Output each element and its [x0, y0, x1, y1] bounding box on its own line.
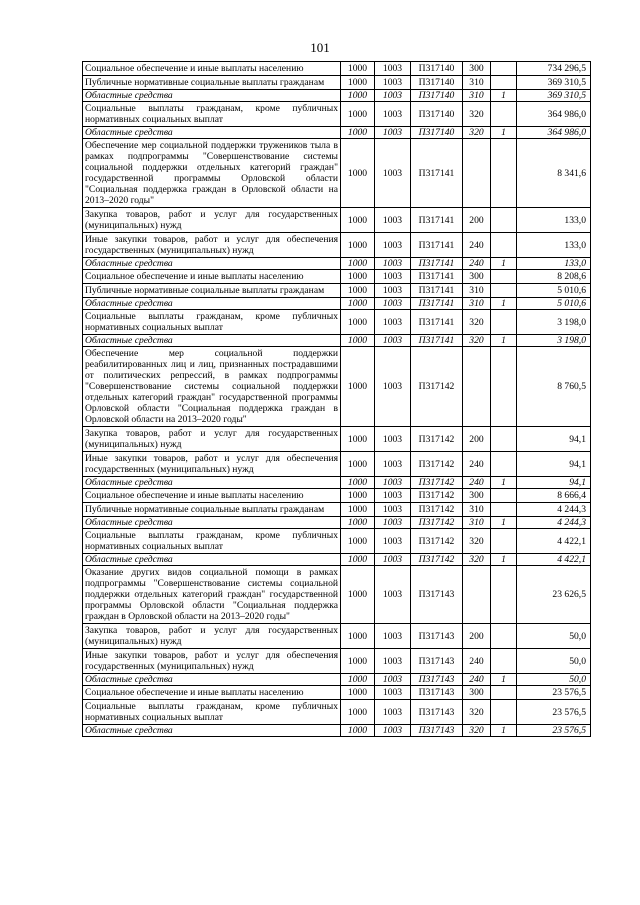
funding-source-cell	[491, 310, 517, 335]
expense-type-cell: 320	[463, 102, 491, 127]
target-article-cell: П317141	[411, 298, 463, 310]
subsection-code-cell: 1003	[375, 503, 411, 517]
section-code-cell: 1000	[341, 477, 375, 489]
target-article-cell: П317142	[411, 503, 463, 517]
subsection-code-cell: 1003	[375, 529, 411, 554]
amount-cell: 5 010,6	[517, 298, 591, 310]
section-code-cell: 1000	[341, 208, 375, 233]
row-name-cell: Оказание других видов социальной помощи в рамках подпрограммы "Совершенствование системы социальной поддержки отдельных категорий граждан" государственной программы Орловской области "Социальная поддержка граждан в Орловской области на 2013–2020 годы"	[83, 566, 341, 624]
amount-cell: 133,0	[517, 258, 591, 270]
funding-source-cell	[491, 347, 517, 427]
funding-source-cell	[491, 427, 517, 452]
amount-cell: 133,0	[517, 208, 591, 233]
amount-cell: 364 986,0	[517, 127, 591, 139]
amount-cell: 734 296,5	[517, 62, 591, 76]
target-article-cell: П317142	[411, 554, 463, 566]
expense-type-cell	[463, 347, 491, 427]
amount-cell: 369 310,5	[517, 90, 591, 102]
section-code-cell: 1000	[341, 233, 375, 258]
row-name-cell: Публичные нормативные социальные выплаты гражданам	[83, 76, 341, 90]
funding-source-cell: 1	[491, 477, 517, 489]
row-name-cell: Иные закупки товаров, работ и услуг для обеспечения государственных (муниципальных) нужд	[83, 233, 341, 258]
funding-source-cell	[491, 700, 517, 725]
section-code-cell: 1000	[341, 674, 375, 686]
row-name-cell: Социальное обеспечение и иные выплаты населению	[83, 270, 341, 284]
section-code-cell: 1000	[341, 489, 375, 503]
expense-type-cell: 200	[463, 427, 491, 452]
subsection-code-cell: 1003	[375, 554, 411, 566]
subsection-code-cell: 1003	[375, 649, 411, 674]
target-article-cell: П317141	[411, 270, 463, 284]
subsection-code-cell: 1003	[375, 258, 411, 270]
target-article-cell: П317143	[411, 700, 463, 725]
table-row	[83, 270, 591, 284]
row-name-cell: Обеспечение мер социальной поддержки реабилитированных лиц и лиц, признанных пострадавшими от политических репрессий, в рамках подпрограммы "Совершенствование системы социальной поддержки отдельных категорий граждан" государственной программы Орловской области "Социальная поддержка граждан в Орловской области на 2013–2020 годы"	[83, 347, 341, 427]
section-code-cell: 1000	[341, 624, 375, 649]
row-name-cell: Социальные выплаты гражданам, кроме публичных нормативных социальных выплат	[83, 529, 341, 554]
amount-cell: 23 626,5	[517, 566, 591, 624]
subsection-code-cell: 1003	[375, 347, 411, 427]
funding-source-cell	[491, 624, 517, 649]
target-article-cell: П317142	[411, 529, 463, 554]
section-code-cell: 1000	[341, 127, 375, 139]
target-article-cell: П317140	[411, 127, 463, 139]
row-name-cell: Публичные нормативные социальные выплаты гражданам	[83, 503, 341, 517]
section-code-cell: 1000	[341, 649, 375, 674]
expense-type-cell: 300	[463, 270, 491, 284]
amount-cell: 94,1	[517, 477, 591, 489]
section-code-cell: 1000	[341, 686, 375, 700]
target-article-cell: П317143	[411, 725, 463, 737]
expense-type-cell: 310	[463, 90, 491, 102]
amount-cell: 4 244,3	[517, 517, 591, 529]
subsection-code-cell: 1003	[375, 517, 411, 529]
section-code-cell: 1000	[341, 566, 375, 624]
row-name-cell: Социальное обеспечение и иные выплаты населению	[83, 62, 341, 76]
funding-source-cell	[491, 270, 517, 284]
expense-type-cell: 300	[463, 62, 491, 76]
section-code-cell: 1000	[341, 725, 375, 737]
table-row	[83, 503, 591, 517]
section-code-cell: 1000	[341, 452, 375, 477]
table-row	[83, 624, 591, 649]
section-code-cell: 1000	[341, 76, 375, 90]
expense-type-cell: 320	[463, 529, 491, 554]
funding-source-cell	[491, 566, 517, 624]
subsection-code-cell: 1003	[375, 298, 411, 310]
table-row	[83, 258, 591, 270]
row-name-cell: Иные закупки товаров, работ и услуг для обеспечения государственных (муниципальных) нужд	[83, 649, 341, 674]
table-row	[83, 62, 591, 76]
amount-cell: 50,0	[517, 674, 591, 686]
target-article-cell: П317143	[411, 674, 463, 686]
table-row	[83, 102, 591, 127]
target-article-cell: П317140	[411, 102, 463, 127]
section-code-cell: 1000	[341, 139, 375, 208]
target-article-cell: П317141	[411, 284, 463, 298]
table-row	[83, 310, 591, 335]
row-name-cell: Областные средства	[83, 725, 341, 737]
subsection-code-cell: 1003	[375, 284, 411, 298]
subsection-code-cell: 1003	[375, 139, 411, 208]
table-row	[83, 208, 591, 233]
funding-source-cell: 1	[491, 725, 517, 737]
funding-source-cell	[491, 76, 517, 90]
subsection-code-cell: 1003	[375, 208, 411, 233]
target-article-cell: П317142	[411, 427, 463, 452]
subsection-code-cell: 1003	[375, 700, 411, 725]
table-row	[83, 298, 591, 310]
amount-cell: 23 576,5	[517, 700, 591, 725]
table-row	[83, 347, 591, 427]
expense-type-cell	[463, 566, 491, 624]
target-article-cell: П317142	[411, 452, 463, 477]
subsection-code-cell: 1003	[375, 566, 411, 624]
target-article-cell: П317140	[411, 62, 463, 76]
amount-cell: 4 422,1	[517, 529, 591, 554]
table-row	[83, 725, 591, 737]
row-name-cell: Закупка товаров, работ и услуг для государственных (муниципальных) нужд	[83, 427, 341, 452]
funding-source-cell	[491, 102, 517, 127]
target-article-cell: П317141	[411, 208, 463, 233]
target-article-cell: П317142	[411, 477, 463, 489]
row-name-cell: Областные средства	[83, 554, 341, 566]
row-name-cell: Социальные выплаты гражданам, кроме публичных нормативных социальных выплат	[83, 700, 341, 725]
section-code-cell: 1000	[341, 529, 375, 554]
section-code-cell: 1000	[341, 90, 375, 102]
section-code-cell: 1000	[341, 517, 375, 529]
table-row	[83, 127, 591, 139]
table-row	[83, 233, 591, 258]
page-number: 101	[310, 40, 330, 55]
table-row	[83, 554, 591, 566]
expense-type-cell: 240	[463, 649, 491, 674]
subsection-code-cell: 1003	[375, 127, 411, 139]
target-article-cell: П317141	[411, 258, 463, 270]
target-article-cell: П317143	[411, 624, 463, 649]
target-article-cell: П317140	[411, 76, 463, 90]
row-name-cell: Областные средства	[83, 90, 341, 102]
row-name-cell: Закупка товаров, работ и услуг для государственных (муниципальных) нужд	[83, 208, 341, 233]
row-name-cell: Областные средства	[83, 517, 341, 529]
budget-table	[82, 61, 591, 737]
table-row	[83, 517, 591, 529]
subsection-code-cell: 1003	[375, 489, 411, 503]
table-row	[83, 477, 591, 489]
table-row	[83, 139, 591, 208]
amount-cell: 94,1	[517, 427, 591, 452]
target-article-cell: П317142	[411, 489, 463, 503]
amount-cell: 3 198,0	[517, 335, 591, 347]
expense-type-cell: 240	[463, 452, 491, 477]
amount-cell: 23 576,5	[517, 725, 591, 737]
row-name-cell: Социальное обеспечение и иные выплаты населению	[83, 489, 341, 503]
funding-source-cell	[491, 649, 517, 674]
target-article-cell: П317141	[411, 335, 463, 347]
table-row	[83, 452, 591, 477]
amount-cell: 4 422,1	[517, 554, 591, 566]
row-name-cell: Областные средства	[83, 258, 341, 270]
expense-type-cell: 320	[463, 554, 491, 566]
subsection-code-cell: 1003	[375, 674, 411, 686]
funding-source-cell	[491, 233, 517, 258]
amount-cell: 23 576,5	[517, 686, 591, 700]
amount-cell: 364 986,0	[517, 102, 591, 127]
expense-type-cell: 240	[463, 233, 491, 258]
amount-cell: 8 208,6	[517, 270, 591, 284]
expense-type-cell: 310	[463, 284, 491, 298]
row-name-cell: Областные средства	[83, 674, 341, 686]
expense-type-cell: 320	[463, 335, 491, 347]
amount-cell: 50,0	[517, 624, 591, 649]
subsection-code-cell: 1003	[375, 452, 411, 477]
subsection-code-cell: 1003	[375, 725, 411, 737]
table-row	[83, 686, 591, 700]
amount-cell: 50,0	[517, 649, 591, 674]
subsection-code-cell: 1003	[375, 686, 411, 700]
subsection-code-cell: 1003	[375, 76, 411, 90]
target-article-cell: П317141	[411, 139, 463, 208]
row-name-cell: Областные средства	[83, 335, 341, 347]
section-code-cell: 1000	[341, 270, 375, 284]
row-name-cell: Областные средства	[83, 127, 341, 139]
section-code-cell: 1000	[341, 335, 375, 347]
target-article-cell: П317140	[411, 90, 463, 102]
amount-cell: 3 198,0	[517, 310, 591, 335]
target-article-cell: П317143	[411, 649, 463, 674]
funding-source-cell: 1	[491, 258, 517, 270]
section-code-cell: 1000	[341, 347, 375, 427]
funding-source-cell	[491, 503, 517, 517]
table-row	[83, 90, 591, 102]
expense-type-cell: 300	[463, 489, 491, 503]
section-code-cell: 1000	[341, 62, 375, 76]
section-code-cell: 1000	[341, 427, 375, 452]
section-code-cell: 1000	[341, 310, 375, 335]
expense-type-cell: 200	[463, 624, 491, 649]
subsection-code-cell: 1003	[375, 624, 411, 649]
expense-type-cell: 320	[463, 310, 491, 335]
expense-type-cell: 240	[463, 477, 491, 489]
row-name-cell: Иные закупки товаров, работ и услуг для обеспечения государственных (муниципальных) нужд	[83, 452, 341, 477]
subsection-code-cell: 1003	[375, 270, 411, 284]
table-row	[83, 529, 591, 554]
amount-cell: 8 341,6	[517, 139, 591, 208]
expense-type-cell: 240	[463, 674, 491, 686]
funding-source-cell	[491, 139, 517, 208]
target-article-cell: П317142	[411, 347, 463, 427]
subsection-code-cell: 1003	[375, 233, 411, 258]
funding-source-cell	[491, 208, 517, 233]
expense-type-cell: 200	[463, 208, 491, 233]
amount-cell: 4 244,3	[517, 503, 591, 517]
subsection-code-cell: 1003	[375, 477, 411, 489]
section-code-cell: 1000	[341, 258, 375, 270]
table-row	[83, 566, 591, 624]
section-code-cell: 1000	[341, 298, 375, 310]
funding-source-cell	[491, 489, 517, 503]
section-code-cell: 1000	[341, 700, 375, 725]
funding-source-cell: 1	[491, 517, 517, 529]
row-name-cell: Закупка товаров, работ и услуг для государственных (муниципальных) нужд	[83, 624, 341, 649]
amount-cell: 133,0	[517, 233, 591, 258]
funding-source-cell	[491, 284, 517, 298]
funding-source-cell: 1	[491, 298, 517, 310]
expense-type-cell: 320	[463, 725, 491, 737]
funding-source-cell: 1	[491, 127, 517, 139]
subsection-code-cell: 1003	[375, 310, 411, 335]
amount-cell: 8 666,4	[517, 489, 591, 503]
target-article-cell: П317141	[411, 233, 463, 258]
subsection-code-cell: 1003	[375, 90, 411, 102]
table-row	[83, 427, 591, 452]
expense-type-cell: 310	[463, 503, 491, 517]
row-name-cell: Обеспечение мер социальной поддержки тружеников тыла в рамках подпрограммы "Совершенствование системы социальной поддержки отдельных категорий граждан" государственной программы Орловской области "Социальная поддержка граждан в Орловской области на 2013–2020 годы"	[83, 139, 341, 208]
expense-type-cell	[463, 139, 491, 208]
expense-type-cell: 320	[463, 127, 491, 139]
table-body	[83, 62, 591, 737]
amount-cell: 5 010,6	[517, 284, 591, 298]
row-name-cell: Публичные нормативные социальные выплаты гражданам	[83, 284, 341, 298]
target-article-cell: П317143	[411, 686, 463, 700]
funding-source-cell	[491, 452, 517, 477]
subsection-code-cell: 1003	[375, 335, 411, 347]
amount-cell: 8 760,5	[517, 347, 591, 427]
section-code-cell: 1000	[341, 503, 375, 517]
amount-cell: 94,1	[517, 452, 591, 477]
expense-type-cell: 240	[463, 258, 491, 270]
target-article-cell: П317141	[411, 310, 463, 335]
target-article-cell: П317142	[411, 517, 463, 529]
table-row	[83, 335, 591, 347]
subsection-code-cell: 1003	[375, 427, 411, 452]
expense-type-cell: 310	[463, 517, 491, 529]
amount-cell: 369 310,5	[517, 76, 591, 90]
expense-type-cell: 320	[463, 700, 491, 725]
expense-type-cell: 310	[463, 298, 491, 310]
funding-source-cell: 1	[491, 674, 517, 686]
funding-source-cell: 1	[491, 90, 517, 102]
table-row	[83, 284, 591, 298]
section-code-cell: 1000	[341, 284, 375, 298]
table-row	[83, 649, 591, 674]
funding-source-cell: 1	[491, 554, 517, 566]
row-name-cell: Социальные выплаты гражданам, кроме публичных нормативных социальных выплат	[83, 102, 341, 127]
table-row	[83, 76, 591, 90]
section-code-cell: 1000	[341, 102, 375, 127]
subsection-code-cell: 1003	[375, 102, 411, 127]
row-name-cell: Областные средства	[83, 298, 341, 310]
expense-type-cell: 300	[463, 686, 491, 700]
expense-type-cell: 310	[463, 76, 491, 90]
table-row	[83, 700, 591, 725]
funding-source-cell	[491, 529, 517, 554]
funding-source-cell	[491, 686, 517, 700]
funding-source-cell	[491, 62, 517, 76]
subsection-code-cell: 1003	[375, 62, 411, 76]
table-row	[83, 489, 591, 503]
funding-source-cell: 1	[491, 335, 517, 347]
table-row	[83, 674, 591, 686]
row-name-cell: Социальное обеспечение и иные выплаты населению	[83, 686, 341, 700]
section-code-cell: 1000	[341, 554, 375, 566]
row-name-cell: Социальные выплаты гражданам, кроме публичных нормативных социальных выплат	[83, 310, 341, 335]
row-name-cell: Областные средства	[83, 477, 341, 489]
target-article-cell: П317143	[411, 566, 463, 624]
